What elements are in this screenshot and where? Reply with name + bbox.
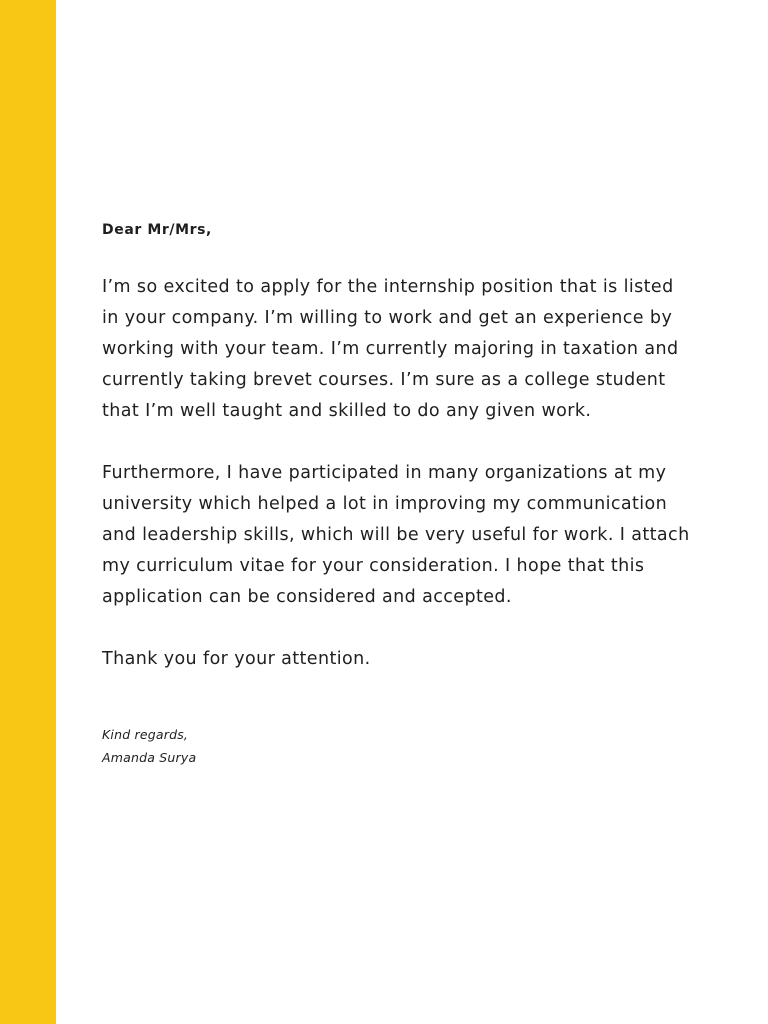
paragraph-experience: Furthermore, I have participated in many organizations at my university which helped a lot in improving my communication and leadership skills, which will be very useful for work. I attach my curriculum vitae for your consideration. I hope that this application can be considered and accepted.	[102, 463, 690, 607]
closing-block	[102, 723, 732, 769]
closing-line: Kind regards,	[102, 727, 189, 742]
signature-name: Amanda Surya	[102, 750, 197, 765]
cover-letter	[102, 218, 732, 769]
paragraph-thanks: Thank you for your attention.	[102, 649, 371, 669]
yellow-accent-bar	[0, 0, 56, 1024]
paragraph-intro: I’m so excited to apply for the internship position that is listed in your company. I’m willing to work and get an experience by working with your team. I’m currently majoring in taxation and currently taking brevet courses. I’m sure as a college student that I’m well taught and skilled to do any given work.	[102, 277, 679, 421]
salutation: Dear Mr/Mrs,	[102, 222, 212, 238]
